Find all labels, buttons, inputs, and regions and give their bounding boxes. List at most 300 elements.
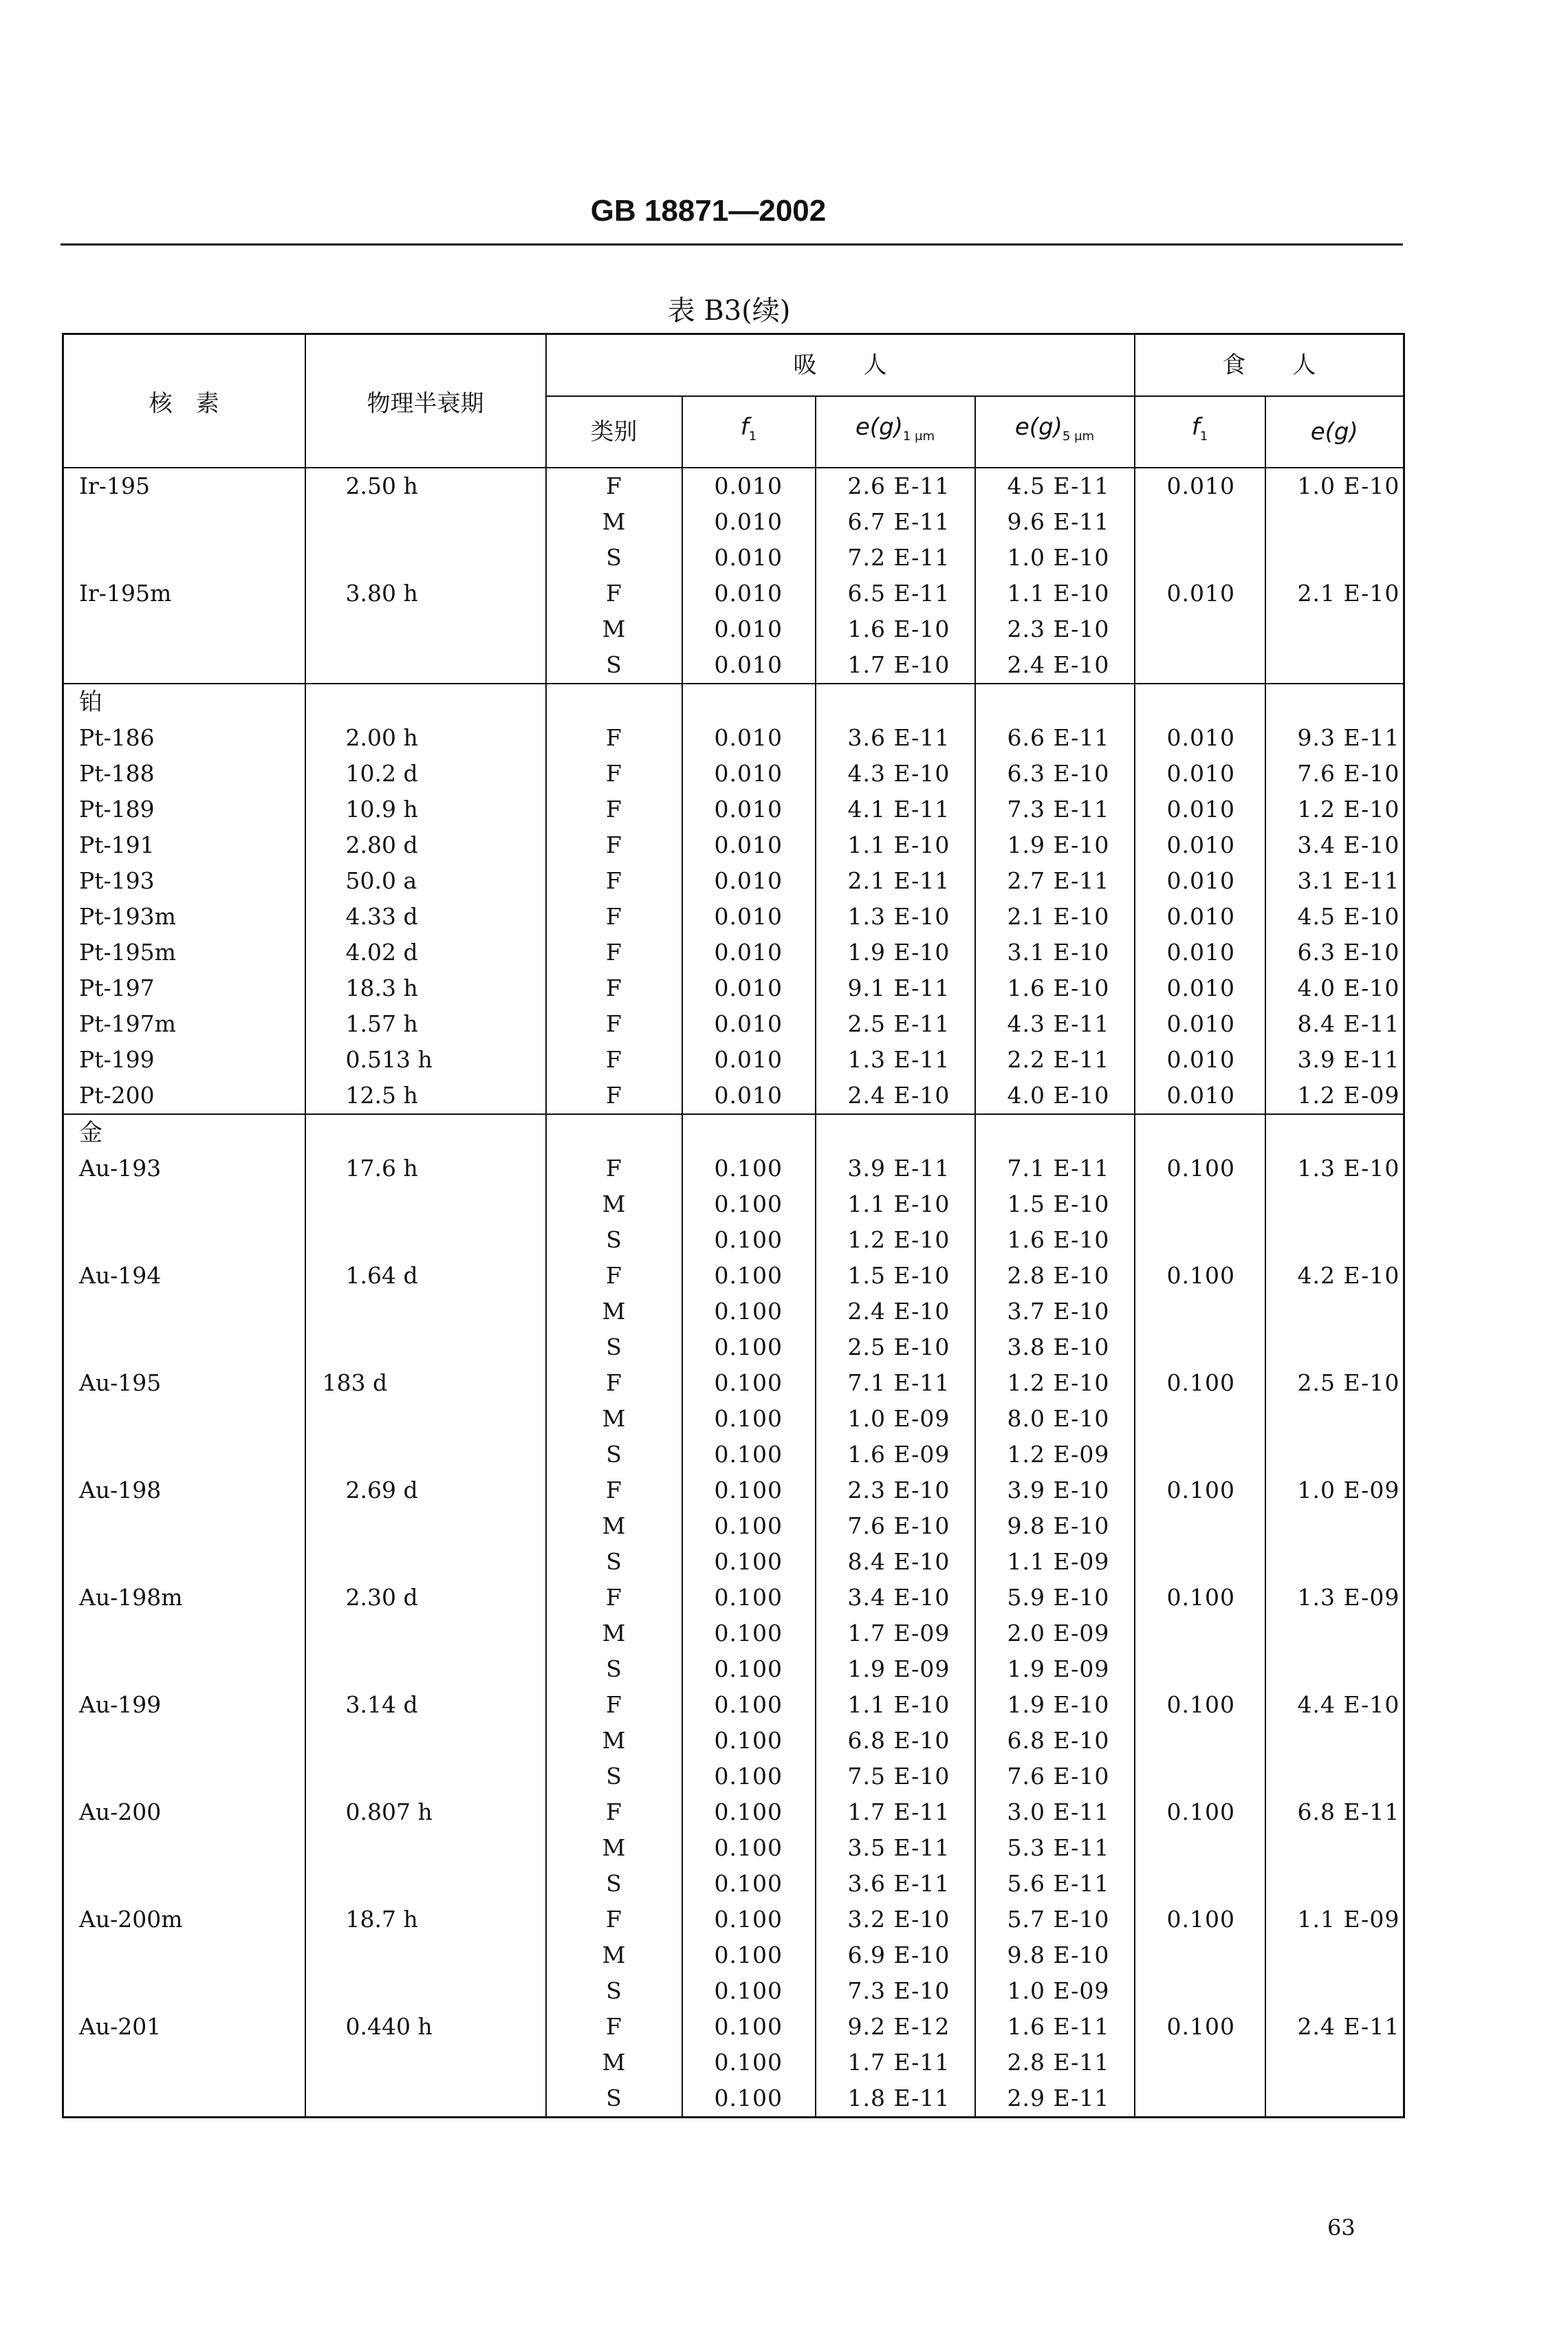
cell-half-life — [305, 540, 546, 576]
cell-nuclide: Pt-193 — [63, 863, 305, 899]
cell-type: M — [546, 504, 682, 540]
table-body — [63, 468, 1404, 2118]
cell-eg-5um: 8.0 E-10 — [975, 1401, 1135, 1437]
cell-inhalation-f1: 0.010 — [682, 935, 816, 970]
cell-ingestion-eg — [1265, 1294, 1404, 1329]
cell-type: F — [546, 970, 682, 1006]
cell-type: F — [546, 1687, 682, 1723]
cell-eg-5um: 9.8 E-10 — [975, 1937, 1135, 1973]
cell-nuclide: Au-200 — [63, 1794, 305, 1830]
table-row — [63, 540, 1404, 576]
cell-inhalation-f1: 0.100 — [682, 1472, 816, 1508]
cell-inhalation-f1: 0.100 — [682, 1186, 816, 1222]
col-eg-5um — [975, 396, 1135, 468]
cell-ingestion-eg — [1265, 1759, 1404, 1794]
cell-eg-1um: 1.1 E-10 — [816, 1687, 975, 1723]
cell-ingestion-f1 — [1135, 1830, 1265, 1866]
table-row — [63, 1687, 1404, 1723]
cell-half-life: 18.3 h — [305, 970, 546, 1006]
cell-half-life — [305, 2080, 546, 2118]
table-row — [63, 1401, 1404, 1437]
cell-inhalation-f1: 0.100 — [682, 1651, 816, 1687]
cell-eg-5um: 4.0 E-10 — [975, 1078, 1135, 1114]
cell-inhalation-f1: 0.100 — [682, 2080, 816, 2118]
cell-ingestion-eg: 3.4 E-10 — [1265, 827, 1404, 863]
cell-inhalation-f1: 0.100 — [682, 1508, 816, 1544]
table-row — [63, 2080, 1404, 2118]
cell-eg-1um: 6.8 E-10 — [816, 1723, 975, 1759]
table-header — [63, 334, 1404, 468]
cell-eg-5um: 1.6 E-10 — [975, 1222, 1135, 1258]
cell-inhalation-f1: 0.100 — [682, 1902, 816, 1937]
cell-eg-5um: 7.1 E-11 — [975, 1151, 1135, 1186]
table-row — [63, 1973, 1404, 2009]
cell-nuclide — [63, 1616, 305, 1651]
cell-eg-5um: 5.7 E-10 — [975, 1902, 1135, 1937]
cell-ingestion-eg — [1265, 1937, 1404, 1973]
table-row — [63, 1222, 1404, 1258]
cell-inhalation-f1: 0.100 — [682, 1258, 816, 1294]
cell-eg-5um: 1.0 E-10 — [975, 540, 1135, 576]
cell-type: F — [546, 863, 682, 899]
cell-eg-5um: 9.6 E-11 — [975, 504, 1135, 540]
table-row — [63, 863, 1404, 899]
cell-inhalation-f1: 0.010 — [682, 720, 816, 756]
cell-type: F — [546, 1006, 682, 1042]
cell-ingestion-eg: 2.5 E-10 — [1265, 1365, 1404, 1401]
cell-ingestion-f1 — [1135, 1114, 1265, 1151]
header-rule — [61, 243, 1403, 246]
cell-eg-1um: 1.6 E-10 — [816, 611, 975, 647]
table-row — [63, 611, 1404, 647]
cell-inhalation-f1: 0.100 — [682, 1329, 816, 1365]
eg-5um-subscript: 5 μm — [1062, 429, 1095, 444]
cell-ingestion-eg — [1265, 1973, 1404, 2009]
cell-ingestion-eg: 7.6 E-10 — [1265, 756, 1404, 792]
cell-nuclide: Ir-195m — [63, 576, 305, 611]
table-row — [63, 468, 1404, 504]
eg-1um-subscript: 1 μm — [902, 429, 935, 444]
eg-symbol: e(g) — [1310, 418, 1358, 446]
cell-ingestion-eg: 1.0 E-10 — [1265, 468, 1404, 504]
table-row — [63, 1151, 1404, 1186]
cell-nuclide — [63, 1544, 305, 1580]
cell-inhalation-f1: 0.100 — [682, 1437, 816, 1472]
cell-half-life: 2.50 h — [305, 468, 546, 504]
cell-ingestion-f1: 0.100 — [1135, 1580, 1265, 1616]
cell-nuclide: Pt-197m — [63, 1006, 305, 1042]
cell-inhalation-f1: 0.100 — [682, 1365, 816, 1401]
cell-half-life: 17.6 h — [305, 1151, 546, 1186]
cell-eg-5um: 2.4 E-10 — [975, 647, 1135, 684]
cell-eg-5um: 3.8 E-10 — [975, 1329, 1135, 1365]
cell-half-life — [305, 684, 546, 720]
table-row — [63, 504, 1404, 540]
cell-eg-1um: 3.9 E-11 — [816, 1151, 975, 1186]
element-name: 金 — [63, 1114, 305, 1151]
cell-ingestion-f1: 0.010 — [1135, 899, 1265, 935]
cell-type: F — [546, 756, 682, 792]
cell-eg-5um: 5.9 E-10 — [975, 1580, 1135, 1616]
cell-eg-5um: 2.7 E-11 — [975, 863, 1135, 899]
cell-eg-1um: 1.3 E-11 — [816, 1042, 975, 1078]
cell-ingestion-eg — [1265, 1616, 1404, 1651]
cell-eg-5um: 3.0 E-11 — [975, 1794, 1135, 1830]
cell-ingestion-f1 — [1135, 1186, 1265, 1222]
cell-nuclide — [63, 1437, 305, 1472]
cell-ingestion-eg: 4.4 E-10 — [1265, 1687, 1404, 1723]
cell-ingestion-eg — [1265, 1544, 1404, 1580]
cell-eg-1um: 7.6 E-10 — [816, 1508, 975, 1544]
standard-header: GB 18871—2002 — [590, 194, 827, 228]
cell-ingestion-f1 — [1135, 1508, 1265, 1544]
cell-ingestion-f1: 0.010 — [1135, 970, 1265, 1006]
cell-half-life — [305, 1508, 546, 1544]
cell-half-life — [305, 1544, 546, 1580]
cell-ingestion-eg — [1265, 1186, 1404, 1222]
cell-inhalation-f1: 0.010 — [682, 970, 816, 1006]
cell-type: S — [546, 1222, 682, 1258]
cell-nuclide: Ir-195 — [63, 468, 305, 504]
cell-ingestion-f1: 0.100 — [1135, 1258, 1265, 1294]
cell-inhalation-f1: 0.010 — [682, 756, 816, 792]
cell-type: M — [546, 1294, 682, 1329]
cell-eg-5um: 1.2 E-09 — [975, 1437, 1135, 1472]
cell-inhalation-f1: 0.100 — [682, 1294, 816, 1329]
cell-ingestion-f1: 0.100 — [1135, 1365, 1265, 1401]
table-row — [63, 1759, 1404, 1794]
cell-inhalation-f1: 0.010 — [682, 792, 816, 827]
cell-ingestion-eg — [1265, 2045, 1404, 2080]
table-row — [63, 1508, 1404, 1544]
cell-inhalation-f1: 0.010 — [682, 827, 816, 863]
cell-inhalation-f1: 0.010 — [682, 1078, 816, 1114]
cell-half-life: 0.513 h — [305, 1042, 546, 1078]
table-row — [63, 1616, 1404, 1651]
page-number: 63 — [1327, 2215, 1355, 2241]
cell-nuclide: Pt-195m — [63, 935, 305, 970]
cell-type: F — [546, 1042, 682, 1078]
table-row — [63, 2009, 1404, 2045]
cell-ingestion-eg: 1.2 E-10 — [1265, 792, 1404, 827]
cell-ingestion-eg — [1265, 1114, 1404, 1151]
table-row — [63, 1294, 1404, 1329]
cell-inhalation-f1: 0.100 — [682, 1973, 816, 2009]
cell-ingestion-f1: 0.010 — [1135, 1078, 1265, 1114]
cell-half-life — [305, 1937, 546, 1973]
cell-eg-1um: 4.3 E-10 — [816, 756, 975, 792]
cell-inhalation-f1: 0.100 — [682, 1794, 816, 1830]
cell-eg-1um: 7.5 E-10 — [816, 1759, 975, 1794]
cell-eg-5um: 4.5 E-11 — [975, 468, 1135, 504]
table-row — [63, 1794, 1404, 1830]
cell-half-life: 3.14 d — [305, 1687, 546, 1723]
cell-half-life — [305, 1723, 546, 1759]
cell-eg-5um: 1.1 E-10 — [975, 576, 1135, 611]
f1-symbol: f — [740, 413, 749, 441]
cell-inhalation-f1: 0.100 — [682, 1580, 816, 1616]
cell-ingestion-eg: 4.0 E-10 — [1265, 970, 1404, 1006]
table-caption: 表 B3(续) — [667, 295, 791, 327]
cell-ingestion-eg — [1265, 1723, 1404, 1759]
cell-eg-1um: 3.6 E-11 — [816, 720, 975, 756]
table-row — [63, 1078, 1404, 1114]
cell-eg-1um: 1.7 E-09 — [816, 1616, 975, 1651]
cell-half-life — [305, 1759, 546, 1794]
cell-ingestion-eg — [1265, 1437, 1404, 1472]
cell-ingestion-eg: 2.1 E-10 — [1265, 576, 1404, 611]
cell-eg-1um: 1.7 E-10 — [816, 647, 975, 684]
cell-type: S — [546, 1651, 682, 1687]
cell-eg-1um: 3.2 E-10 — [816, 1902, 975, 1937]
element-heading-row — [63, 684, 1404, 720]
cell-ingestion-eg — [1265, 540, 1404, 576]
f1-symbol: f — [1191, 413, 1200, 441]
table-row — [63, 1365, 1404, 1401]
cell-inhalation-f1: 0.100 — [682, 1759, 816, 1794]
cell-eg-1um: 1.9 E-09 — [816, 1651, 975, 1687]
cell-ingestion-f1: 0.010 — [1135, 720, 1265, 756]
cell-type: S — [546, 1437, 682, 1472]
cell-half-life: 0.807 h — [305, 1794, 546, 1830]
cell-ingestion-f1 — [1135, 1544, 1265, 1580]
cell-ingestion-f1 — [1135, 1401, 1265, 1437]
cell-eg-1um: 2.5 E-10 — [816, 1329, 975, 1365]
cell-nuclide — [63, 1937, 305, 1973]
cell-ingestion-f1: 0.010 — [1135, 863, 1265, 899]
cell-ingestion-f1: 0.010 — [1135, 468, 1265, 504]
cell-nuclide: Au-201 — [63, 2009, 305, 2045]
cell-half-life — [305, 1973, 546, 2009]
cell-eg-5um: 1.9 E-10 — [975, 1687, 1135, 1723]
col-half-life: 物理半衰期 — [305, 334, 546, 468]
cell-eg-5um: 5.3 E-11 — [975, 1830, 1135, 1866]
cell-eg-1um: 2.3 E-10 — [816, 1472, 975, 1508]
cell-ingestion-eg — [1265, 504, 1404, 540]
cell-nuclide: Au-198m — [63, 1580, 305, 1616]
cell-nuclide — [63, 1651, 305, 1687]
cell-ingestion-f1 — [1135, 647, 1265, 684]
cell-nuclide — [63, 1508, 305, 1544]
cell-eg-5um: 3.7 E-10 — [975, 1294, 1135, 1329]
cell-inhalation-f1: 0.100 — [682, 1723, 816, 1759]
table-row — [63, 1006, 1404, 1042]
cell-half-life — [305, 2045, 546, 2080]
cell-ingestion-f1 — [1135, 540, 1265, 576]
cell-inhalation-f1: 0.010 — [682, 863, 816, 899]
cell-inhalation-f1: 0.100 — [682, 1687, 816, 1723]
cell-inhalation-f1: 0.010 — [682, 647, 816, 684]
cell-ingestion-f1: 0.100 — [1135, 2009, 1265, 2045]
cell-eg-1um: 1.8 E-11 — [816, 2080, 975, 2118]
cell-nuclide: Au-198 — [63, 1472, 305, 1508]
cell-ingestion-f1 — [1135, 1329, 1265, 1365]
cell-eg-5um: 1.6 E-10 — [975, 970, 1135, 1006]
table-row — [63, 756, 1404, 792]
cell-ingestion-f1 — [1135, 1294, 1265, 1329]
cell-ingestion-eg: 2.4 E-11 — [1265, 2009, 1404, 2045]
cell-nuclide: Pt-189 — [63, 792, 305, 827]
cell-type: F — [546, 1258, 682, 1294]
cell-half-life: 10.2 d — [305, 756, 546, 792]
cell-ingestion-f1 — [1135, 2080, 1265, 2118]
cell-nuclide — [63, 1186, 305, 1222]
table-container — [62, 333, 1405, 2118]
cell-nuclide — [63, 2045, 305, 2080]
cell-ingestion-eg: 3.1 E-11 — [1265, 863, 1404, 899]
cell-eg-1um: 1.1 E-10 — [816, 827, 975, 863]
cell-eg-1um: 2.4 E-10 — [816, 1078, 975, 1114]
cell-type: F — [546, 1472, 682, 1508]
eg-symbol: e(g) — [855, 413, 903, 441]
cell-inhalation-f1: 0.100 — [682, 1937, 816, 1973]
table-row — [63, 1042, 1404, 1078]
cell-eg-1um: 1.7 E-11 — [816, 2045, 975, 2080]
cell-inhalation-f1 — [682, 684, 816, 720]
cell-ingestion-f1 — [1135, 2045, 1265, 2080]
cell-eg-1um: 1.5 E-10 — [816, 1258, 975, 1294]
cell-inhalation-f1: 0.010 — [682, 576, 816, 611]
cell-half-life: 18.7 h — [305, 1902, 546, 1937]
table-row — [63, 1580, 1404, 1616]
cell-eg-5um: 7.6 E-10 — [975, 1759, 1135, 1794]
cell-nuclide — [63, 1294, 305, 1329]
cell-ingestion-eg — [1265, 1830, 1404, 1866]
cell-type: S — [546, 2080, 682, 2118]
cell-ingestion-f1 — [1135, 504, 1265, 540]
cell-eg-5um: 1.9 E-09 — [975, 1651, 1135, 1687]
cell-nuclide — [63, 2080, 305, 2118]
cell-nuclide: Pt-193m — [63, 899, 305, 935]
table-row — [63, 647, 1404, 684]
cell-type: F — [546, 827, 682, 863]
cell-ingestion-eg — [1265, 1651, 1404, 1687]
cell-eg-1um: 9.1 E-11 — [816, 970, 975, 1006]
cell-type: S — [546, 1973, 682, 2009]
f1-subscript: 1 — [1199, 429, 1208, 444]
cell-eg-5um: 1.2 E-10 — [975, 1365, 1135, 1401]
cell-nuclide — [63, 504, 305, 540]
cell-inhalation-f1: 0.100 — [682, 1544, 816, 1580]
cell-half-life — [305, 1329, 546, 1365]
cell-eg-5um: 2.9 E-11 — [975, 2080, 1135, 2118]
cell-nuclide: Au-193 — [63, 1151, 305, 1186]
cell-eg-5um: 4.3 E-11 — [975, 1006, 1135, 1042]
eg-symbol: e(g) — [1014, 413, 1063, 441]
col-inhalation-f1 — [682, 396, 816, 468]
cell-eg-5um: 7.3 E-11 — [975, 792, 1135, 827]
cell-eg-1um: 3.5 E-11 — [816, 1830, 975, 1866]
cell-ingestion-f1 — [1135, 1973, 1265, 2009]
cell-inhalation-f1: 0.100 — [682, 2045, 816, 2080]
cell-nuclide — [63, 1973, 305, 2009]
cell-inhalation-f1: 0.010 — [682, 899, 816, 935]
table-row — [63, 935, 1404, 970]
col-type: 类别 — [546, 396, 682, 468]
cell-half-life: 183 d — [305, 1365, 546, 1401]
cell-type: S — [546, 647, 682, 684]
cell-half-life — [305, 1866, 546, 1902]
cell-ingestion-eg: 9.3 E-11 — [1265, 720, 1404, 756]
cell-ingestion-eg: 1.0 E-09 — [1265, 1472, 1404, 1508]
cell-ingestion-f1: 0.010 — [1135, 756, 1265, 792]
cell-ingestion-f1 — [1135, 1866, 1265, 1902]
cell-eg-1um: 6.9 E-10 — [816, 1937, 975, 1973]
cell-eg-5um: 1.1 E-09 — [975, 1544, 1135, 1580]
cell-eg-1um — [816, 684, 975, 720]
cell-ingestion-eg — [1265, 1866, 1404, 1902]
table-row — [63, 792, 1404, 827]
cell-ingestion-eg — [1265, 647, 1404, 684]
cell-ingestion-eg — [1265, 1508, 1404, 1544]
cell-type — [546, 1114, 682, 1151]
cell-half-life — [305, 647, 546, 684]
f1-subscript: 1 — [748, 429, 757, 444]
cell-ingestion-f1 — [1135, 1651, 1265, 1687]
cell-eg-1um: 1.3 E-10 — [816, 899, 975, 935]
cell-half-life: 2.30 d — [305, 1580, 546, 1616]
cell-type: F — [546, 899, 682, 935]
cell-nuclide — [63, 647, 305, 684]
table-row — [63, 1830, 1404, 1866]
cell-eg-5um: 6.8 E-10 — [975, 1723, 1135, 1759]
cell-nuclide — [63, 611, 305, 647]
cell-type — [546, 684, 682, 720]
cell-ingestion-f1 — [1135, 611, 1265, 647]
cell-eg-5um: 2.8 E-11 — [975, 2045, 1135, 2080]
cell-ingestion-eg: 3.9 E-11 — [1265, 1042, 1404, 1078]
cell-inhalation-f1: 0.100 — [682, 1401, 816, 1437]
cell-nuclide: Au-194 — [63, 1258, 305, 1294]
cell-eg-5um — [975, 684, 1135, 720]
cell-eg-5um: 3.9 E-10 — [975, 1472, 1135, 1508]
col-ingestion: 食 人 — [1135, 334, 1404, 397]
cell-eg-1um: 8.4 E-10 — [816, 1544, 975, 1580]
cell-ingestion-f1 — [1135, 1759, 1265, 1794]
table-row — [63, 1544, 1404, 1580]
cell-ingestion-eg: 1.3 E-10 — [1265, 1151, 1404, 1186]
cell-half-life: 10.9 h — [305, 792, 546, 827]
cell-ingestion-f1: 0.100 — [1135, 1151, 1265, 1186]
cell-type: F — [546, 935, 682, 970]
cell-eg-5um: 2.8 E-10 — [975, 1258, 1135, 1294]
col-inhalation: 吸 人 — [546, 334, 1135, 397]
cell-ingestion-f1 — [1135, 1437, 1265, 1472]
table-row — [63, 1258, 1404, 1294]
cell-inhalation-f1: 0.100 — [682, 1222, 816, 1258]
cell-eg-1um: 2.6 E-11 — [816, 468, 975, 504]
cell-ingestion-eg: 1.3 E-09 — [1265, 1580, 1404, 1616]
cell-type: M — [546, 1830, 682, 1866]
cell-eg-1um: 1.1 E-10 — [816, 1186, 975, 1222]
table-row — [63, 1186, 1404, 1222]
table-row — [63, 970, 1404, 1006]
cell-type: M — [546, 2045, 682, 2080]
cell-type: M — [546, 1937, 682, 1973]
cell-eg-5um: 2.2 E-11 — [975, 1042, 1135, 1078]
cell-type: F — [546, 1078, 682, 1114]
cell-half-life: 50.0 a — [305, 863, 546, 899]
cell-type: F — [546, 1580, 682, 1616]
cell-type: F — [546, 2009, 682, 2045]
cell-type: F — [546, 576, 682, 611]
cell-type: M — [546, 1616, 682, 1651]
cell-ingestion-eg — [1265, 1329, 1404, 1365]
cell-half-life — [305, 1651, 546, 1687]
cell-type: S — [546, 1329, 682, 1365]
cell-ingestion-eg: 8.4 E-11 — [1265, 1006, 1404, 1042]
table-row — [63, 827, 1404, 863]
